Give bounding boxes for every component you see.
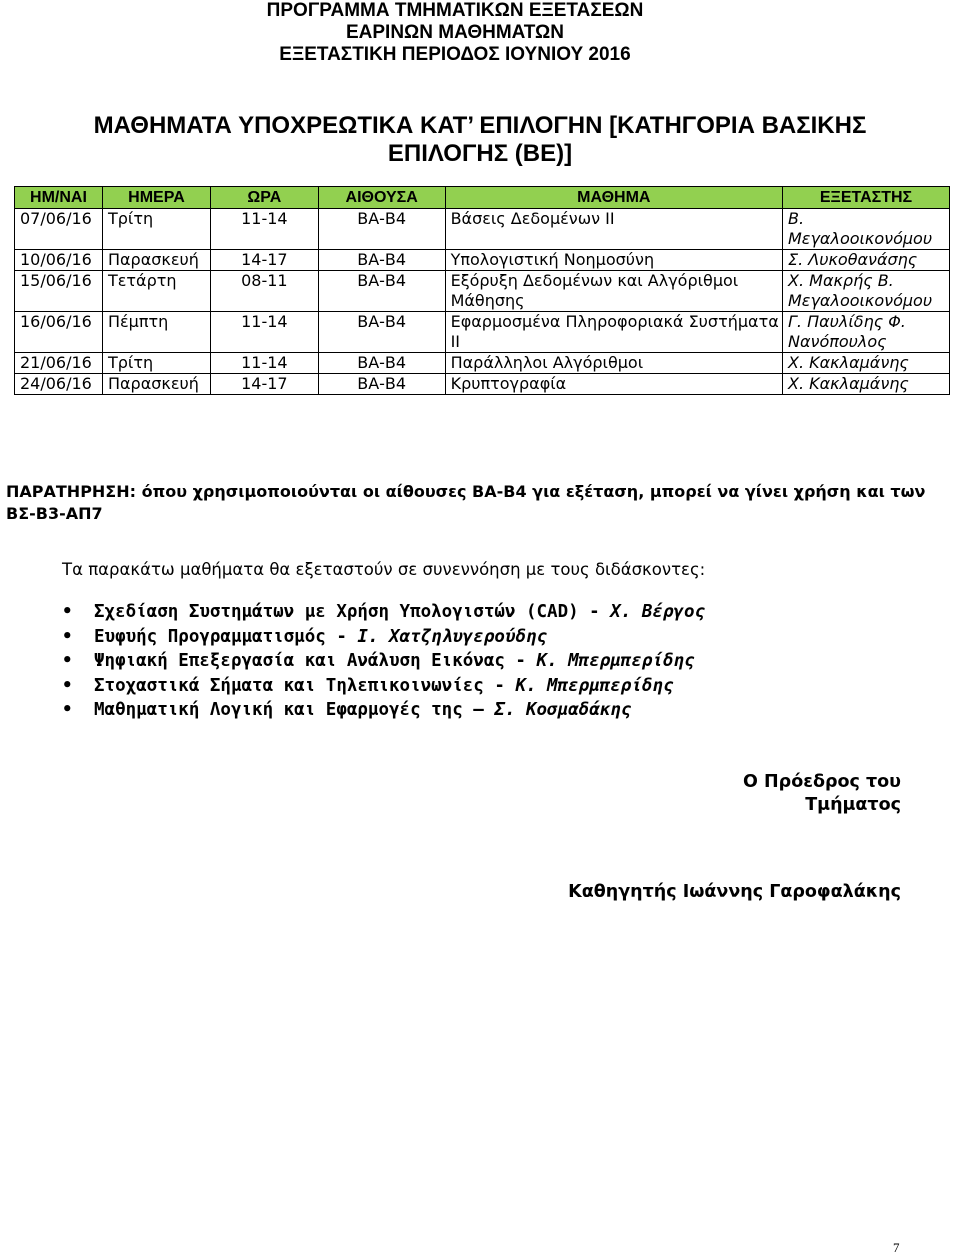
examiner-cell: Χ. Μακρής Β. Μεγαλοοικονόμου (783, 271, 950, 312)
time-cell: 11-14 (210, 312, 318, 353)
column-header: ΜΑΘΗΜΑ (445, 187, 782, 209)
room-cell: ΒΑ-Β4 (318, 250, 445, 271)
bullet-icon: • (62, 626, 73, 647)
room-cell: ΒΑ-Β4 (318, 209, 445, 250)
list-item: • Ευφυής Προγραμματισμός - Ι. Χατζηλυγερούδης (62, 626, 548, 647)
bullet-icon: • (62, 602, 73, 622)
course-cell: Υπολογιστική Νοημοσύνη (445, 250, 782, 271)
document-header (0, 0, 960, 66)
bullet-icon: • (62, 651, 73, 671)
signature-name: Καθηγητής Ιωάννης Γαροφαλάκης (568, 882, 901, 902)
examiner-cell: Χ. Κακλαμάνης (783, 353, 950, 374)
bullet-icon: • (62, 675, 73, 696)
room-cell: ΒΑ-Β4 (318, 374, 445, 395)
date-cell: 15/06/16 (15, 271, 103, 312)
date-cell: 07/06/16 (15, 209, 103, 250)
day-cell: Τρίτη (102, 209, 210, 250)
table-row (15, 271, 950, 312)
examiner-cell: Β. Μεγαλοοικονόμου (783, 209, 950, 250)
column-header: ΩΡΑ (210, 187, 318, 209)
table-row (15, 312, 950, 353)
table-row (15, 250, 950, 271)
course-cell: Βάσεις Δεδομένων ΙΙ (445, 209, 782, 250)
examiner-cell: Γ. Παυλίδης Φ. Νανόπουλος (783, 312, 950, 353)
time-cell: 14-17 (210, 374, 318, 395)
room-cell: ΒΑ-Β4 (318, 312, 445, 353)
courses-list (62, 602, 705, 725)
day-cell: Τρίτη (102, 353, 210, 374)
header-line-1: ΠΡΟΓΡΑΜΜΑ ΤΜΗΜΑΤΙΚΩΝ ΕΞΕΤΑΣΕΩΝ (266, 0, 644, 21)
course-cell: Εξόρυξη Δεδομένων και Αλγόριθμοι Μάθησης (445, 271, 782, 312)
list-item: • Στοχαστικά Σήματα και Τηλεπικοινωνίες - Κ. Μπερμπερίδης (62, 675, 674, 696)
list-item: • Ψηφιακή Επεξεργασία και Ανάλυση Εικόνας - Κ. Μπερμπερίδης (62, 651, 695, 671)
day-cell: Πέμπτη (102, 312, 210, 353)
time-cell: 11-14 (210, 353, 318, 374)
course-cell: Κρυπτογραφία (445, 374, 782, 395)
time-cell: 11-14 (210, 209, 318, 250)
note-paragraph: ΠΑΡΑΤΗΡΗΣΗ: όπου χρησιμοποιούνται οι αίθουσες ΒΑ-Β4 για εξέταση, μπορεί να γίνει χρήση και των ΒΣ-Β3-ΑΠ7 (6, 482, 926, 523)
intro-text: Τα παρακάτω μαθήματα θα εξεταστούν σε συνεννόηση με τους διδάσκοντες: (62, 560, 706, 579)
course-cell: Εφαρμοσμένα Πληροφοριακά Συστήματα ΙΙ (445, 312, 782, 353)
page-number: 7 (893, 1240, 900, 1255)
column-header: ΕΞΕΤΑΣΤΗΣ (783, 187, 950, 209)
bullet-icon: • (62, 700, 73, 720)
time-cell: 08-11 (210, 271, 318, 312)
day-cell: Τετάρτη (102, 271, 210, 312)
date-cell: 10/06/16 (15, 250, 103, 271)
table-header-row (15, 187, 950, 209)
header-line-2: ΕΑΡΙΝΩΝ ΜΑΘΗΜΑΤΩΝ (345, 22, 565, 43)
column-header: ΗΜ/ΝΑΙ (15, 187, 103, 209)
date-cell: 24/06/16 (15, 374, 103, 395)
table-row (15, 353, 950, 374)
day-cell: Παρασκευή (102, 250, 210, 271)
column-header: ΑΙΘΟΥΣΑ (318, 187, 445, 209)
column-header: ΗΜΕΡΑ (102, 187, 210, 209)
exam-schedule-table (14, 186, 950, 395)
date-cell: 21/06/16 (15, 353, 103, 374)
course-cell: Παράλληλοι Αλγόριθμοι (445, 353, 782, 374)
table-row (15, 374, 950, 395)
room-cell: ΒΑ-Β4 (318, 353, 445, 374)
list-item: • Μαθηματική Λογική και Εφαρμογές της – Σ. Κοσμαδάκης (62, 700, 632, 720)
time-cell: 14-17 (210, 250, 318, 271)
day-cell: Παρασκευή (102, 374, 210, 395)
table-row (15, 209, 950, 250)
header-line-3: ΕΞΕΤΑΣΤΙΚΗ ΠΕΡΙΟΔΟΣ ΙΟΥΝΙΟΥ 2016 (279, 44, 631, 65)
section-title: ΜΑΘΗΜΑΤΑ ΥΠΟΧΡΕΩΤΙΚΑ ΚΑΤ’ ΕΠΙΛΟΓΗΝ [ΚΑΤΗΓΟΡΙΑ ΒΑΣΙΚΗΣ ΕΠΙΛΟΓΗΣ (ΒΕ)] (93, 112, 867, 167)
signature-title: Ο Πρόεδρος του Τμήματος (743, 772, 901, 815)
date-cell: 16/06/16 (15, 312, 103, 353)
list-item: • Σχεδίαση Συστημάτων με Χρήση Υπολογιστών (CAD) - Χ. Βέργος (62, 602, 706, 622)
room-cell: ΒΑ-Β4 (318, 271, 445, 312)
examiner-cell: Χ. Κακλαμάνης (783, 374, 950, 395)
examiner-cell: Σ. Λυκοθανάσης (783, 250, 950, 271)
